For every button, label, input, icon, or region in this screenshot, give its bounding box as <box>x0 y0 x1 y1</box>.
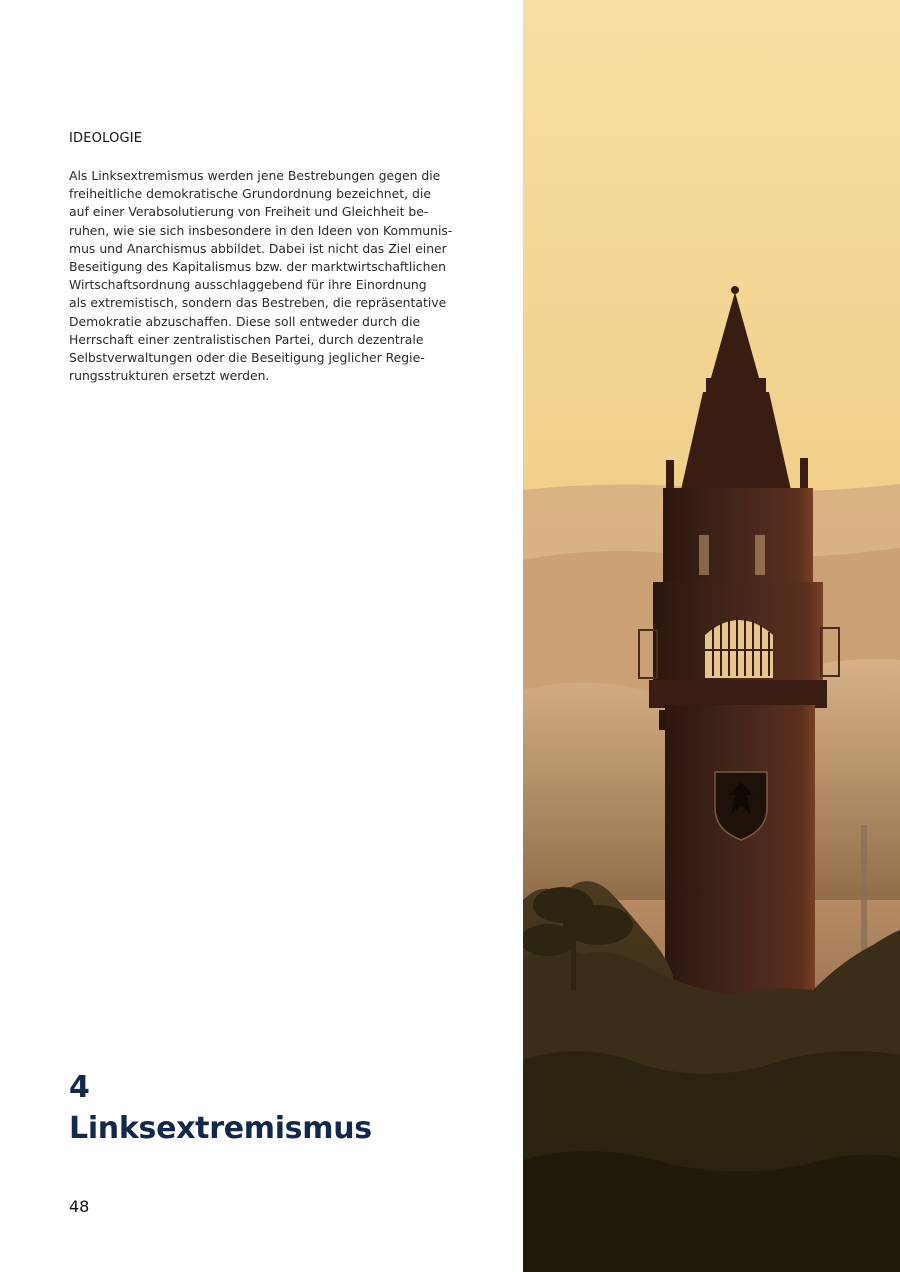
spire-finial <box>731 286 739 294</box>
chapter-title: Linksextremismus <box>69 1111 372 1146</box>
paragraph-line: Als Linksextremismus werden jene Bestrebungen gegen die <box>69 168 441 183</box>
paragraph-line: mus und Anarchismus abbildet. Dabei ist nicht das Ziel einer <box>69 240 447 256</box>
paragraph-line: als extremistisch, sondern das Bestreben, die repräsentative <box>69 295 447 311</box>
paragraph-line: Demokratie abzuschaffen. Diese soll entweder durch die <box>69 313 421 329</box>
section-paragraph <box>69 167 453 385</box>
paragraph-line: Wirtschaftsordnung ausschlaggebend für ihre Einordnung <box>69 277 427 293</box>
antenna-mast <box>861 825 867 965</box>
tower-photo <box>523 0 900 1272</box>
paragraph-line: Selbstverwaltungen oder die Beseitigung jeglicher Regie- <box>69 350 425 366</box>
paragraph-line: auf einer Verabsolutierung von Freiheit und Gleichheit be- <box>69 204 429 220</box>
chapter-number: 4 <box>69 1070 90 1105</box>
paragraph-line: Herrschaft einer zentralistischen Partei, durch dezentrale <box>69 331 424 347</box>
paragraph-line: ruhen, wie sie sich insbesondere in den Ideen von Kommunis- <box>69 222 453 238</box>
paragraph-line: Beseitigung des Kapitalismus bzw. der marktwirtschaftlichen <box>69 259 446 275</box>
page-number: 48 <box>69 1197 90 1216</box>
paragraph-line: rungsstrukturen ersetzt werden. <box>69 368 270 384</box>
section-heading: IDEOLOGIE <box>69 131 143 146</box>
chapter-heading <box>69 1068 372 1150</box>
tower-upper <box>663 488 813 583</box>
paragraph-line: freiheitliche demokratische Grundordnung bezeichnet, die <box>69 186 431 202</box>
tower-photo-illustration <box>523 0 900 1272</box>
